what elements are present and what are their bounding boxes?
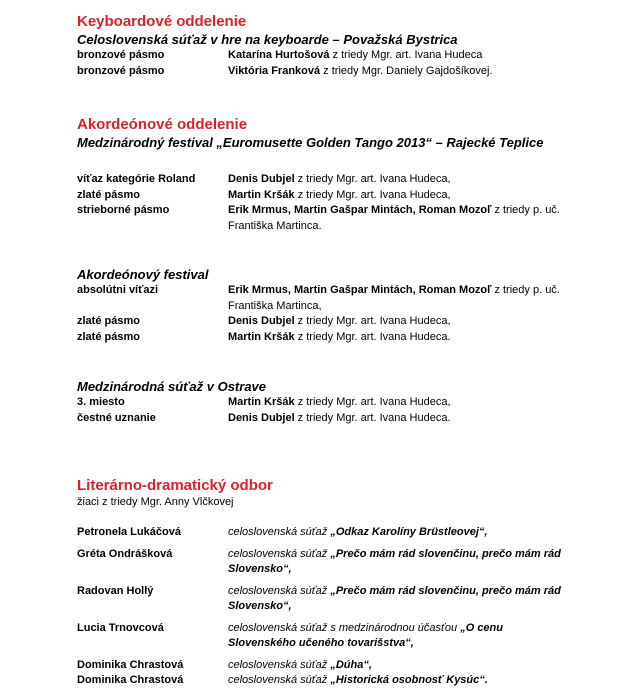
competition-type: celoslovenská súťaž: [228, 674, 331, 686]
award-value: [228, 330, 573, 346]
student-name: Radovan Hollý: [77, 584, 154, 597]
teacher-text: z triedy Mgr. art. Ivana Hudeca: [329, 49, 483, 61]
keyboard-section: [77, 12, 597, 79]
literary-row: [77, 658, 597, 674]
student-names: Martin Kršák: [228, 396, 295, 408]
accordion-row: [77, 188, 597, 204]
competition-title: „O cenu Slovenského učeného tovarišstva“,: [228, 621, 503, 649]
keyboard-heading: Keyboardové oddelenie: [77, 13, 247, 30]
teacher-text: z triedy Mgr. art. Ivana Hudeca,: [294, 188, 451, 201]
competition-value: [228, 547, 573, 578]
student-name: Petronela Lukáčová: [77, 526, 181, 538]
literary-row: [77, 673, 597, 689]
award-value: [228, 188, 573, 204]
teacher-text: z triedy Mgr. art. Ivana Hudeca.: [294, 411, 451, 424]
student-names: Erik Mrmus, Martin Gašpar Mintách, Roman Mozoľ: [228, 204, 492, 216]
award-value: [228, 172, 573, 188]
competition-type: celoslovenská súťaž: [228, 584, 331, 597]
teacher-text: z triedy Mgr. art. Ivana Hudeca,: [294, 315, 451, 327]
competition-value: [228, 658, 573, 674]
competition-type: celoslovenská súťaž: [228, 658, 331, 671]
competition-value: [228, 525, 573, 541]
award-label: bronzové pásmo: [77, 64, 165, 77]
teacher-text: z triedy Mgr. Daniely Gajdošíkovej.: [320, 64, 493, 77]
competition-title: „Historická osobnosť Kysúc“.: [330, 674, 488, 686]
award-value: [228, 283, 573, 314]
award-value: [228, 48, 573, 64]
literary-row: [77, 525, 597, 541]
award-label: 3. miesto: [77, 396, 125, 408]
student-names: Denis Dubjel: [228, 173, 295, 185]
student-names: Martin Kršák: [228, 188, 295, 201]
accordion-results: [77, 172, 597, 234]
competition-type: celoslovenská súťaž: [228, 547, 331, 560]
competition-title: „Odkaz Karolíny Brüstleovej“,: [330, 526, 488, 538]
student-names: Erik Mrmus, Martin Gašpar Mintách, Roman Mozoľ: [228, 284, 492, 296]
student-names: Denis Dubjel: [228, 411, 295, 424]
student-names: Viktória Franková: [228, 64, 321, 77]
competition-title: „Prečo mám rád slovenčinu, prečo mám rád Slovensko“,: [228, 547, 561, 575]
student-names: Denis Dubjel: [228, 315, 295, 327]
award-label: bronzové pásmo: [77, 49, 165, 61]
ostrava-row: [77, 395, 597, 411]
festival-section: [77, 266, 597, 345]
literary-results: [77, 525, 597, 689]
student-name: Dominika Chrastová: [77, 658, 184, 671]
teacher-text: z triedy p. uč. Františka Martinca.: [228, 204, 560, 232]
teacher-text: z triedy Mgr. art. Ivana Hudeca,: [294, 173, 451, 185]
award-label: strieborné pásmo: [77, 204, 170, 216]
teacher-note: žiaci z triedy Mgr. Anny Vlčkovej: [77, 496, 234, 508]
student-names: Martin Kršák: [228, 330, 295, 343]
student-name: Dominika Chrastová: [77, 674, 184, 686]
student-name: Lucia Trnovcová: [77, 621, 164, 634]
accordion-row: [77, 172, 597, 188]
competition-title: „Dúha“,: [330, 658, 372, 671]
accordion-competition: Medzinárodný festival „Euromusette Golden Tango 2013“ – Rajecké Teplice: [77, 135, 544, 150]
award-label: čestné uznanie: [77, 411, 156, 424]
accordion-row: [77, 203, 597, 234]
festival-row: [77, 314, 597, 330]
keyboard-row: [77, 48, 597, 64]
student-names: Katarína Hurtošová: [228, 49, 330, 61]
festival-row: [77, 330, 597, 346]
literary-section: [77, 476, 597, 510]
award-value: [228, 411, 573, 427]
teacher-text: z triedy Mgr. art. Ivana Hudeca,: [294, 396, 451, 408]
award-value: [228, 203, 573, 234]
award-label: zlaté pásmo: [77, 315, 140, 327]
festival-row: [77, 283, 597, 314]
keyboard-competition: Celoslovenská súťaž v hre na keyboarde – Považská Bystrica: [77, 32, 458, 47]
ostrava-title: Medzinárodná súťaž v Ostrave: [77, 379, 267, 394]
teacher-text: z triedy p. uč. Františka Martinca,: [228, 284, 560, 312]
award-value: [228, 64, 573, 80]
accordion-heading: Akordeónové oddelenie: [77, 116, 248, 133]
award-label: víťaz kategórie Roland: [77, 173, 196, 185]
competition-value: [228, 621, 573, 652]
competition-title: „Prečo mám rád slovenčinu, prečo mám rád Slovensko“,: [228, 584, 561, 612]
award-label: absolútni víťazi: [77, 284, 159, 296]
award-label: zlaté pásmo: [77, 330, 140, 343]
literary-row: [77, 584, 597, 615]
literary-heading: Literárno-dramatický odbor: [77, 477, 273, 494]
accordion-section: [77, 115, 597, 151]
festival-title: Akordeónový festival: [77, 267, 209, 282]
literary-row: [77, 621, 597, 652]
competition-value: [228, 673, 573, 689]
award-label: zlaté pásmo: [77, 188, 140, 201]
keyboard-row: [77, 64, 597, 80]
award-value: [228, 314, 573, 330]
student-name: Gréta Ondrášková: [77, 547, 173, 560]
competition-value: [228, 584, 573, 615]
ostrava-row: [77, 411, 597, 427]
competition-type: celoslovenská súťaž: [228, 526, 331, 538]
literary-row: [77, 547, 597, 578]
ostrava-section: [77, 378, 597, 426]
teacher-text: z triedy Mgr. art. Ivana Hudeca.: [294, 330, 451, 343]
award-value: [228, 395, 573, 411]
competition-type: celoslovenská súťaž s medzinárodnou účasťou: [228, 621, 461, 634]
